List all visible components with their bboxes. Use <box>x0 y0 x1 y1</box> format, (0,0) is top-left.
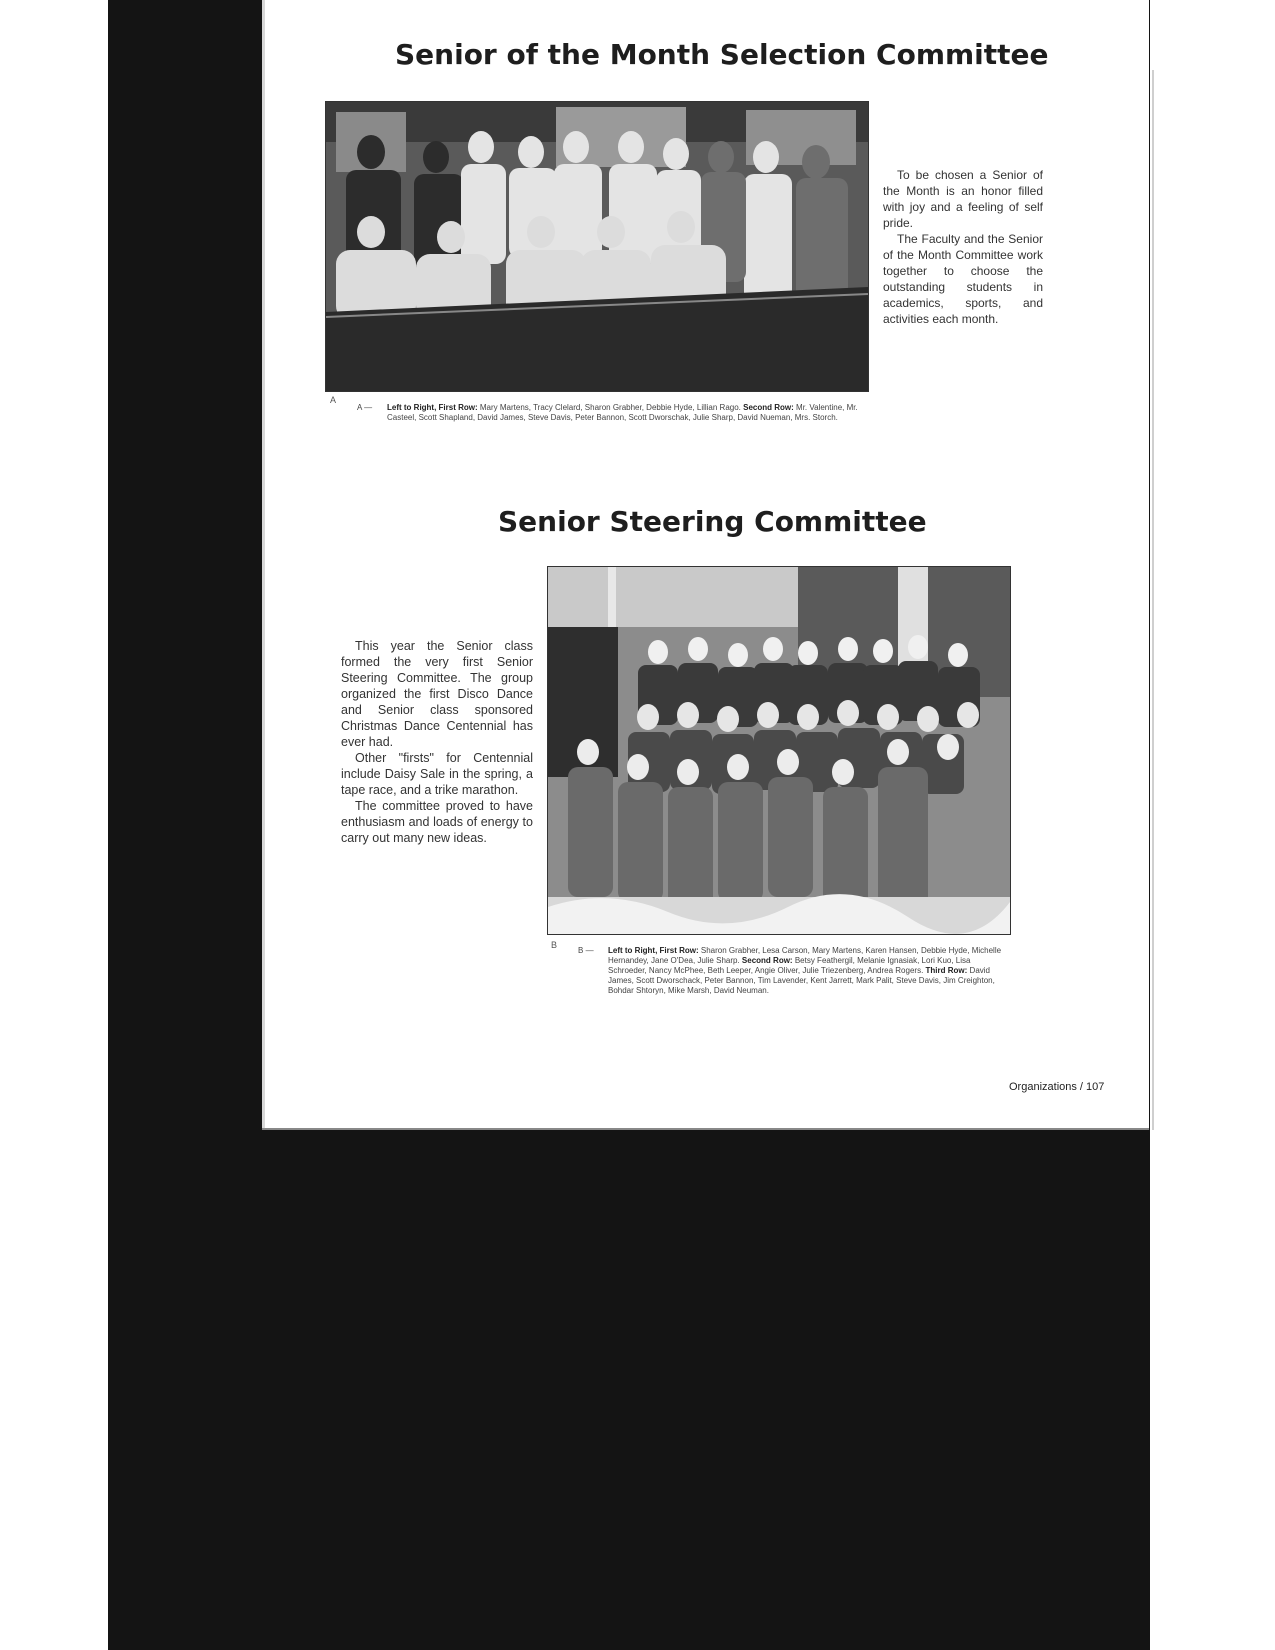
section-b-title: Senior Steering Committee <box>498 505 927 538</box>
section-b-body <box>341 638 533 846</box>
caption-a-row2-names: Mr. Valentine, Mr. Casteel, Scott Shapland, David James, Steve Davis, Peter Bannon, Scott Dworschak, Julie Sharp, David Nueman, Mrs. Storch. <box>387 403 858 422</box>
caption-b-letter <box>578 946 594 955</box>
section-a-paragraph-1: To be chosen a Senior of the Month is an honor filled with joy and a feeling of self pride. <box>883 168 1043 230</box>
photo-a-caption <box>387 403 867 423</box>
caption-b-row1-names: Sharon Grabher, Lesa Carson, Mary Martens, Karen Hansen, Debbie Hyde, Michelle Hernandey, Jane O'Dea, Julie Sharp. <box>608 946 1002 965</box>
page-folio: Organizations / 107 <box>1009 1081 1105 1093</box>
caption-a-letter <box>357 403 372 412</box>
caption-b-row3-label: Third Row: <box>925 966 968 975</box>
caption-b-row3-names: David James, Scott Dworschack, Peter Bannon, Tim Lavender, Kent Jarrett, Mark Palit, Steve Davis, Jim Creighton, Bohdar Shtoryn, Mike Marsh, David Neuman. <box>608 966 995 995</box>
caption-a-dash: — <box>364 403 373 412</box>
photo-b-caption <box>608 946 1008 996</box>
section-a-body <box>883 167 1043 327</box>
section-b-paragraph-2: Other "firsts" for Centennial include Daisy Sale in the spring, a tape race, and a trike marathon. <box>341 751 533 797</box>
section-b-paragraph-3: The committee proved to have enthusiasm and loads of energy to carry out many new ideas. <box>341 799 533 845</box>
photo-b-marker: B <box>551 940 558 950</box>
page-right-edge <box>1152 70 1154 1130</box>
photo-a-marker: A <box>330 395 337 405</box>
page-binding-edge <box>262 0 265 1128</box>
group-photo-steering-committee <box>547 566 1011 935</box>
section-a-paragraph-2: The Faculty and the Senior of the Month Committee work together to choose the outstanding students in academics, sports, and activities each month. <box>883 232 1043 326</box>
caption-a-letter-text: A <box>357 403 362 412</box>
caption-b-letter-text: B <box>578 946 584 955</box>
caption-a-row1-names: Mary Martens, Tracy Clelard, Sharon Grabher, Debbie Hyde, Lillian Rago. <box>479 403 741 412</box>
section-a-title: Senior of the Month Selection Committee <box>395 38 1049 71</box>
caption-b-row1-label: Left to Right, First Row: <box>608 946 699 955</box>
caption-b-row2-names: Betsy Feathergil, Melanie Ignasiak, Lori Kuo, Lisa Schroeder, Nancy McPhee, Beth Leeper, Angie Oliver, Julie Triezenberg, Andrea Rogers. <box>608 956 971 975</box>
caption-a-row1-label: Left to Right, First Row: <box>387 403 478 412</box>
caption-b-dash: — <box>585 946 594 955</box>
group-photo-senior-of-month <box>325 101 869 392</box>
caption-a-row2-label: Second Row: <box>743 403 794 412</box>
caption-b-row2-label: Second Row: <box>741 956 793 965</box>
section-b-paragraph-1: This year the Senior class formed the very first Senior Steering Committee. The group organized the first Disco Dance and Senior class sponsored Christmas Dance Centennial has ever had. <box>341 639 533 749</box>
